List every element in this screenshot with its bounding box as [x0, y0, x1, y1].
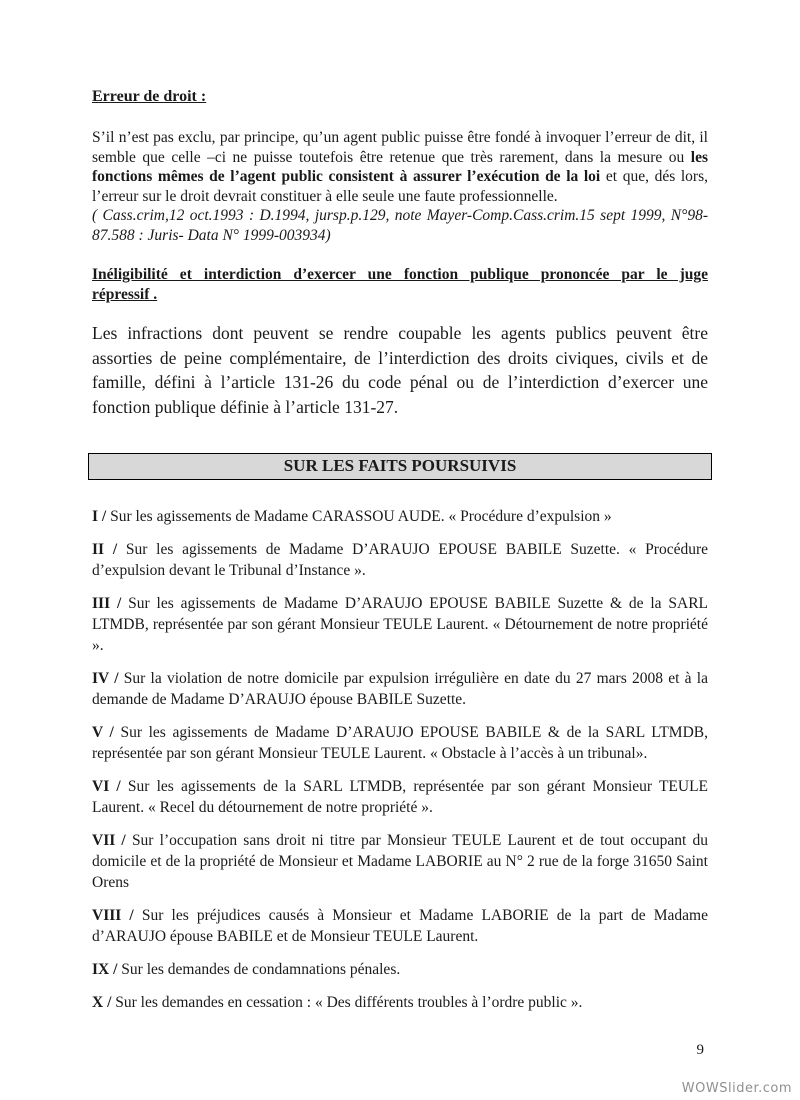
item-text: Sur les agissements de Madame D’ARAUJO EPOUSE BABILE & de la SARL LTMDB, représentée par son gérant Monsieur TEULE Laurent. « Obstacle à l’accès à un tribunal». — [92, 724, 708, 762]
item-numeral: I / — [92, 508, 107, 525]
item-text: Sur les demandes de condamnations pénales. — [121, 961, 401, 978]
watermark-text: WOWSlider.com — [681, 1081, 792, 1096]
paragraph-ineligibilite: Les infractions dont peuvent se rendre coupable les agents publics peuvent être assorties de peine complémentaire, de l’interdiction des droits civiques, civils et de famille, défini à l’article 131-26 du code pénal ou de l’interdiction d’exercer une fonction publique définie à l’article 131-27. — [92, 323, 708, 417]
case-law-citation: ( Cass.crim,12 oct.1993 : D.1994, jursp.p.129, note Mayer-Comp.Cass.crim.15 sept 1999, N°98-87.588 : Juris- Data N° 1999-003934) — [92, 207, 708, 244]
item-text: Sur l’occupation sans droit ni titre par Monsieur TEULE Laurent et de tout occupant du domicile et de la propriété de Monsieur et Madame LABORIE au N° 2 rue de la forge 31650 Saint Orens — [92, 832, 708, 891]
item-text: Sur les agissements de Madame D’ARAUJO EPOUSE BABILE Suzette & de la SARL LTMDB, représentée par son gérant Monsieur TEULE Laurent. « Détournement de notre propriété ». — [92, 595, 709, 654]
heading-line-2: répressif . — [92, 286, 158, 303]
item-numeral: II / — [92, 541, 118, 558]
item-text: Sur les agissements de la SARL LTMDB, représentée par son gérant Monsieur TEULE Laurent. « Recel du détournement de notre propriété ». — [92, 778, 709, 816]
list-item — [92, 722, 708, 764]
list-item — [92, 992, 708, 1013]
list-item — [92, 830, 708, 893]
paragraph-erreur-de-droit — [92, 128, 708, 206]
item-text: Sur les préjudices causés à Monsieur et Madame LABORIE de la part de Madame d’ARAUJO épouse BABILE et de Monsieur TEULE Laurent. — [92, 907, 708, 945]
item-numeral: V / — [92, 724, 114, 741]
list-item — [92, 539, 708, 581]
paragraph-text-normal: et que, dés lors, l’erreur sur le droit devrait constituer à elle seule une faute professionnelle. — [92, 168, 708, 205]
items-list — [92, 506, 708, 1013]
item-text: Sur les demandes en cessation : « Des différents troubles à l’ordre public ». — [115, 994, 583, 1011]
item-text: Sur les agissements de Madame CARASSOU AUDE. « Procédure d’expulsion » — [110, 508, 612, 525]
list-item — [92, 593, 708, 656]
heading-line-1: Inéligibilité et interdiction d’exercer une fonction publique prononcée par le juge — [92, 266, 708, 283]
list-item — [92, 905, 708, 947]
heading-ineligibilite — [92, 265, 708, 305]
item-numeral: VII / — [92, 832, 126, 849]
item-numeral: VI / — [92, 778, 121, 795]
section-banner-faits-poursuivis: SUR LES FAITS POURSUIVIS — [88, 453, 712, 480]
list-item — [92, 776, 708, 818]
page-number: 9 — [696, 1042, 704, 1058]
list-item — [92, 959, 708, 980]
item-text: Sur la violation de notre domicile par expulsion irrégulière en date du 27 mars 2008 et à la demande de Madame D’ARAUJO épouse BABILE Suzette. — [92, 670, 708, 708]
item-numeral: III / — [92, 595, 122, 612]
list-item — [92, 506, 708, 527]
item-numeral: VIII / — [92, 907, 134, 924]
heading-erreur-de-droit: Erreur de droit : — [92, 88, 207, 105]
item-numeral: IV / — [92, 670, 119, 687]
paragraph-text-bold: les fonctions mêmes de l’agent public consistent à assurer l’exécution de la loi — [92, 148, 708, 185]
paragraph-text-normal: S’il n’est pas exclu, par principe, qu’un agent public puisse être fondé à invoquer l’erreur de dit, il semble que celle –ci ne puisse toutefois être retenue que très rarement, dans la mesure ou — [92, 129, 708, 166]
item-text: Sur les agissements de Madame D’ARAUJO EPOUSE BABILE Suzette. « Procédure d’expulsion devant le Tribunal d’Instance ». — [92, 541, 708, 579]
item-numeral: IX / — [92, 961, 118, 978]
list-item — [92, 668, 708, 710]
item-numeral: X / — [92, 994, 112, 1011]
